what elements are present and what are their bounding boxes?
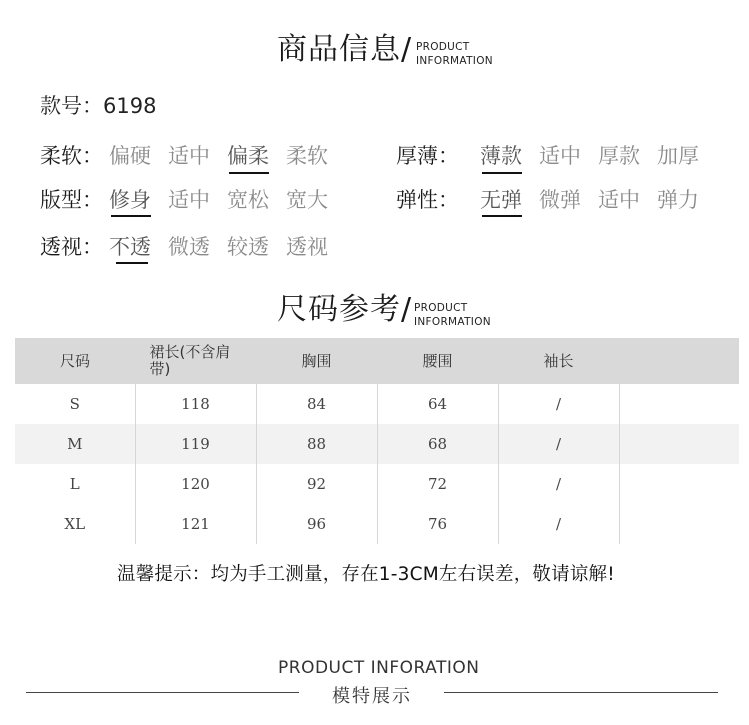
fit-option-selected: 修身 — [109, 188, 151, 212]
table-cell: 96 — [256, 504, 377, 544]
size-reference-subtitle-line2: INFORMATION — [414, 316, 491, 328]
table-cell — [619, 384, 739, 424]
product-info-subtitle-line1: PRODUCT — [416, 41, 470, 53]
column-header-dress-length-text: 裙长(不含肩带) — [149, 343, 231, 378]
column-header-sleeve-length: 袖长 — [543, 351, 574, 370]
softness-option: 柔软 — [286, 144, 328, 168]
table-cell: 72 — [377, 464, 498, 504]
table-cell: / — [498, 384, 619, 424]
table-cell — [619, 424, 739, 464]
size-table-header-row — [15, 338, 739, 384]
table-row — [15, 384, 739, 424]
thickness-option: 适中 — [539, 144, 581, 168]
fit-selected-underline — [111, 215, 151, 217]
table-cell: 76 — [377, 504, 498, 544]
footer-chinese-title: 模特展示 — [332, 686, 412, 707]
table-row — [15, 424, 739, 464]
column-header-blank — [619, 338, 739, 384]
fit-option: 宽大 — [286, 188, 328, 212]
measurement-notice: 温馨提示：均为手工测量，存在1-3CM左右误差，敬请谅解! — [117, 564, 615, 585]
thickness-option: 厚款 — [598, 144, 640, 168]
thickness-option: 加厚 — [657, 144, 699, 168]
table-cell-size: M — [15, 424, 135, 464]
table-cell — [619, 464, 739, 504]
table-cell-size: XL — [15, 504, 135, 544]
elasticity-selected-underline — [482, 215, 522, 217]
footer-english-title: PRODUCT INFORATION — [278, 658, 480, 678]
style-number-label: 款号： — [40, 94, 103, 118]
softness-label: 柔软： — [40, 144, 103, 168]
table-row — [15, 504, 739, 544]
product-info-title: 商品信息/ — [277, 32, 413, 67]
style-number-value: 6198 — [103, 94, 157, 118]
sheerness-option: 较透 — [227, 235, 269, 259]
softness-selected-underline — [229, 172, 269, 174]
elasticity-label: 弹性： — [396, 188, 459, 212]
fit-option: 适中 — [168, 188, 210, 212]
sheerness-label: 透视： — [40, 235, 103, 259]
table-cell: 84 — [256, 384, 377, 424]
table-cell: 88 — [256, 424, 377, 464]
column-header-waist: 腰围 — [422, 351, 453, 370]
table-cell: / — [498, 464, 619, 504]
table-cell: 118 — [135, 384, 256, 424]
table-cell: 68 — [377, 424, 498, 464]
table-cell: 119 — [135, 424, 256, 464]
style-number — [40, 90, 156, 120]
thickness-option-selected: 薄款 — [480, 144, 522, 168]
table-cell: 120 — [135, 464, 256, 504]
table-cell: 92 — [256, 464, 377, 504]
fit-option: 宽松 — [227, 188, 269, 212]
elasticity-option: 弹力 — [657, 188, 699, 212]
footer-right-divider — [444, 692, 718, 693]
sheerness-option: 透视 — [286, 235, 328, 259]
softness-option: 适中 — [168, 144, 210, 168]
softness-option-selected: 偏柔 — [227, 144, 269, 168]
softness-option: 偏硬 — [109, 144, 151, 168]
table-cell: / — [498, 424, 619, 464]
size-reference-subtitle — [414, 301, 491, 329]
elasticity-option-selected: 无弹 — [480, 188, 522, 212]
footer-left-divider — [26, 692, 299, 693]
table-cell: / — [498, 504, 619, 544]
column-header-dress-length — [135, 338, 256, 384]
product-info-subtitle-line2: INFORMATION — [416, 55, 493, 67]
table-cell-size: S — [15, 384, 135, 424]
product-info-subtitle — [416, 40, 493, 68]
size-reference-subtitle-line1: PRODUCT — [414, 302, 468, 314]
size-table — [15, 338, 739, 544]
sheerness-selected-underline — [116, 262, 148, 264]
column-header-bust: 胸围 — [301, 351, 332, 370]
column-header-size: 尺码 — [59, 351, 90, 370]
table-row — [15, 464, 739, 504]
elasticity-option: 适中 — [598, 188, 640, 212]
sheerness-option-selected: 不透 — [109, 235, 151, 259]
table-cell: 64 — [377, 384, 498, 424]
thickness-selected-underline — [482, 172, 522, 174]
size-reference-title: 尺码参考/ — [277, 292, 413, 327]
fit-label: 版型： — [40, 188, 103, 212]
table-cell-size: L — [15, 464, 135, 504]
table-cell: 121 — [135, 504, 256, 544]
sheerness-option: 微透 — [168, 235, 210, 259]
thickness-label: 厚薄： — [396, 144, 459, 168]
table-cell — [619, 504, 739, 544]
elasticity-option: 微弹 — [539, 188, 581, 212]
